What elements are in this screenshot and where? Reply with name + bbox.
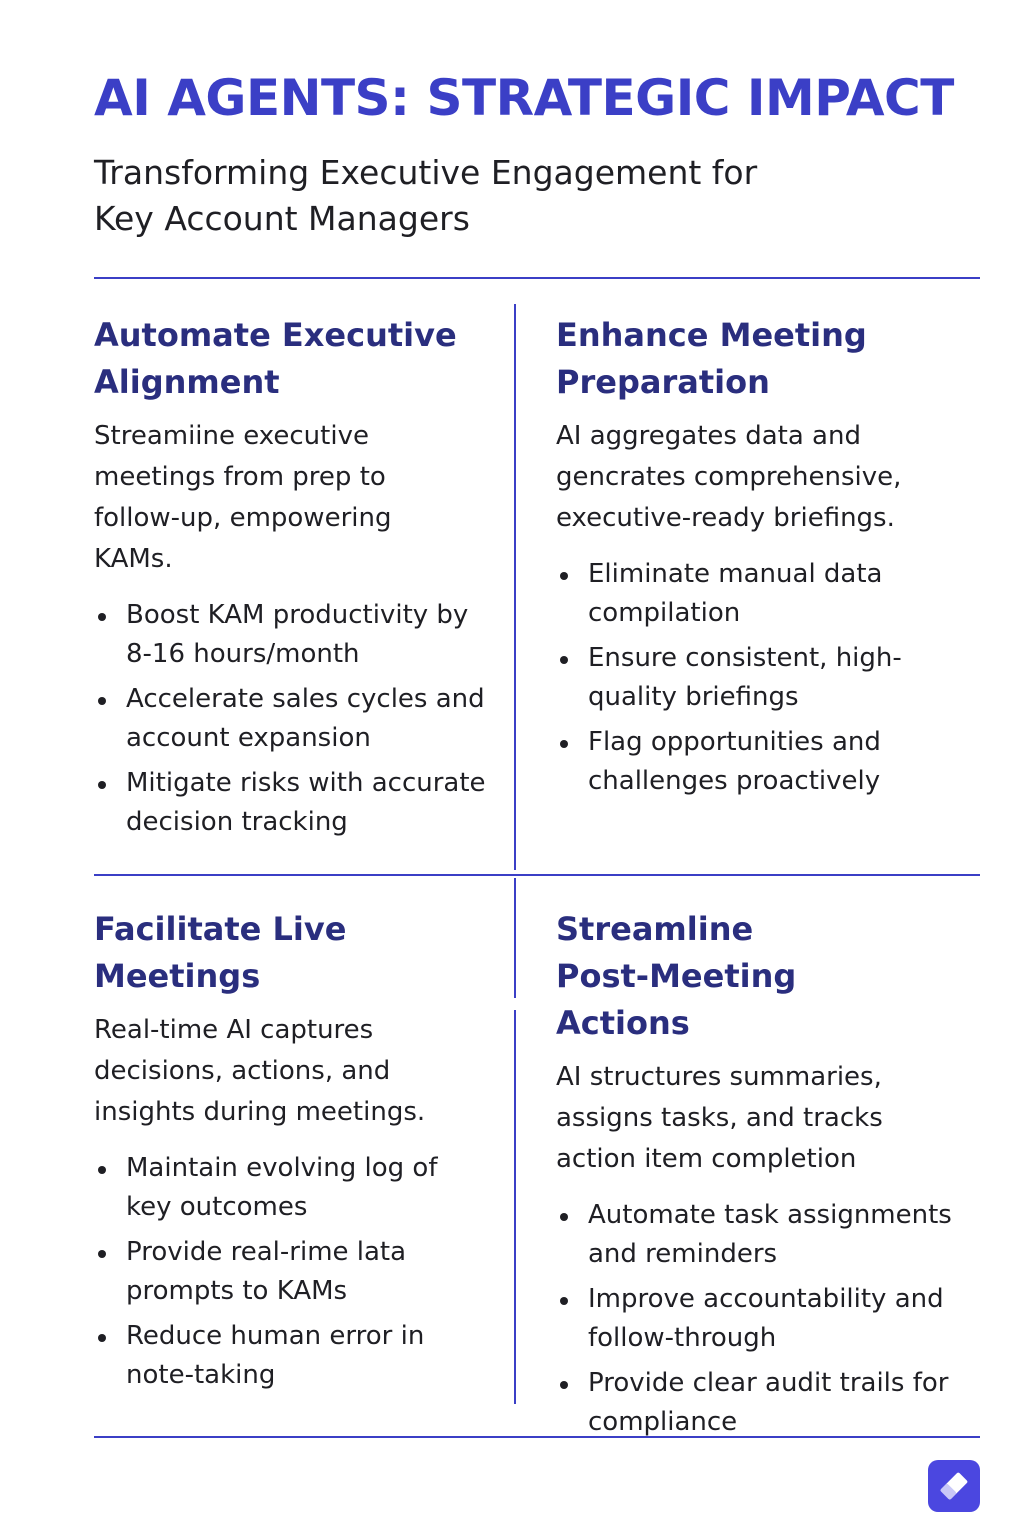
page-subtitle: Transforming Executive Engagement for Key Account Managers	[94, 153, 758, 238]
bullet-text: Accelerate sales cycles and account expansion	[126, 684, 485, 753]
section-enhance-meeting-preparation	[556, 312, 956, 807]
bullet-item	[94, 1149, 456, 1227]
lower-column-divider-top	[514, 878, 516, 998]
section-facilitate-live-meetings	[94, 906, 494, 1401]
section-description: AI structures summaries, assigns tasks, and tracks action item completion	[556, 1062, 883, 1174]
eraser-logo-svg	[928, 1460, 980, 1512]
bullet-text: Maintain evolving log of key outcomes	[126, 1153, 438, 1222]
bullet-text: Provide clear audit trails for compliance	[588, 1368, 949, 1437]
bullet-dot-icon	[560, 740, 568, 748]
section-title: Automate Executive Alignment	[94, 316, 457, 401]
section-description: Streamiine executive meetings from prep to follow-up, empowering KAMs.	[94, 421, 392, 574]
middle-divider	[94, 874, 980, 876]
bullet-dot-icon	[98, 1166, 106, 1174]
bullet-dot-icon	[560, 1297, 568, 1305]
bullet-text: Eliminate manual data compilation	[588, 559, 883, 628]
bullet-list	[94, 1149, 494, 1395]
bullet-text: Automate task assignments and reminders	[588, 1200, 952, 1269]
section-title: Facilitate Live Meetings	[94, 910, 347, 995]
section-automate-executive-alignment	[94, 312, 494, 848]
bullet-text: Boost KAM productivity by 8-16 hours/month	[126, 600, 469, 669]
eraser-logo-icon	[928, 1460, 980, 1512]
bullet-item	[94, 596, 494, 674]
bullet-text: Reduce human error in note-taking	[126, 1321, 425, 1390]
section-description: Real-time AI captures decisions, actions, and insights during meetings.	[94, 1015, 426, 1127]
bullet-dot-icon	[98, 613, 106, 621]
lower-column-divider	[514, 1010, 516, 1404]
bullet-list	[556, 1196, 966, 1442]
section-streamline-post-meeting-actions	[556, 906, 966, 1448]
bullet-dot-icon	[560, 1381, 568, 1389]
bullet-dot-icon	[560, 572, 568, 580]
bullet-item	[556, 723, 956, 801]
bullet-dot-icon	[98, 781, 106, 789]
bullet-item	[94, 680, 494, 758]
bullet-list	[94, 596, 494, 842]
bullet-list	[556, 555, 956, 801]
bullet-item	[94, 764, 494, 842]
upper-column-divider	[514, 304, 516, 870]
bullet-item	[556, 555, 956, 633]
bullet-text: Provide real-rime lata prompts to KAMs	[126, 1237, 407, 1306]
bullet-dot-icon	[98, 1250, 106, 1258]
bullet-text: Improve accountability and follow-through	[588, 1284, 944, 1353]
section-title: Streamline Post-Meeting Actions	[556, 910, 797, 1042]
top-divider	[94, 277, 980, 279]
bullet-item	[94, 1317, 456, 1395]
bullet-text: Flag opportunities and challenges proactively	[588, 727, 881, 796]
bullet-item	[94, 1233, 456, 1311]
bullet-dot-icon	[98, 1334, 106, 1342]
bullet-dot-icon	[98, 697, 106, 705]
bullet-item	[556, 1364, 966, 1442]
bullet-dot-icon	[560, 1213, 568, 1221]
bullet-text: Ensure consistent, high-quality briefings	[588, 643, 902, 712]
bullet-item	[556, 1196, 966, 1274]
bullet-item	[556, 1280, 966, 1358]
section-title: Enhance Meeting Preparation	[556, 316, 867, 401]
bullet-dot-icon	[560, 656, 568, 664]
bullet-item	[556, 639, 956, 717]
page-title: AI AGENTS: STRATEGIC IMPACT	[94, 69, 954, 127]
section-description: AI aggregates data and gencrates comprehensive, executive-ready briefings.	[556, 421, 902, 533]
bullet-text: Mitigate risks with accurate decision tracking	[126, 768, 486, 837]
